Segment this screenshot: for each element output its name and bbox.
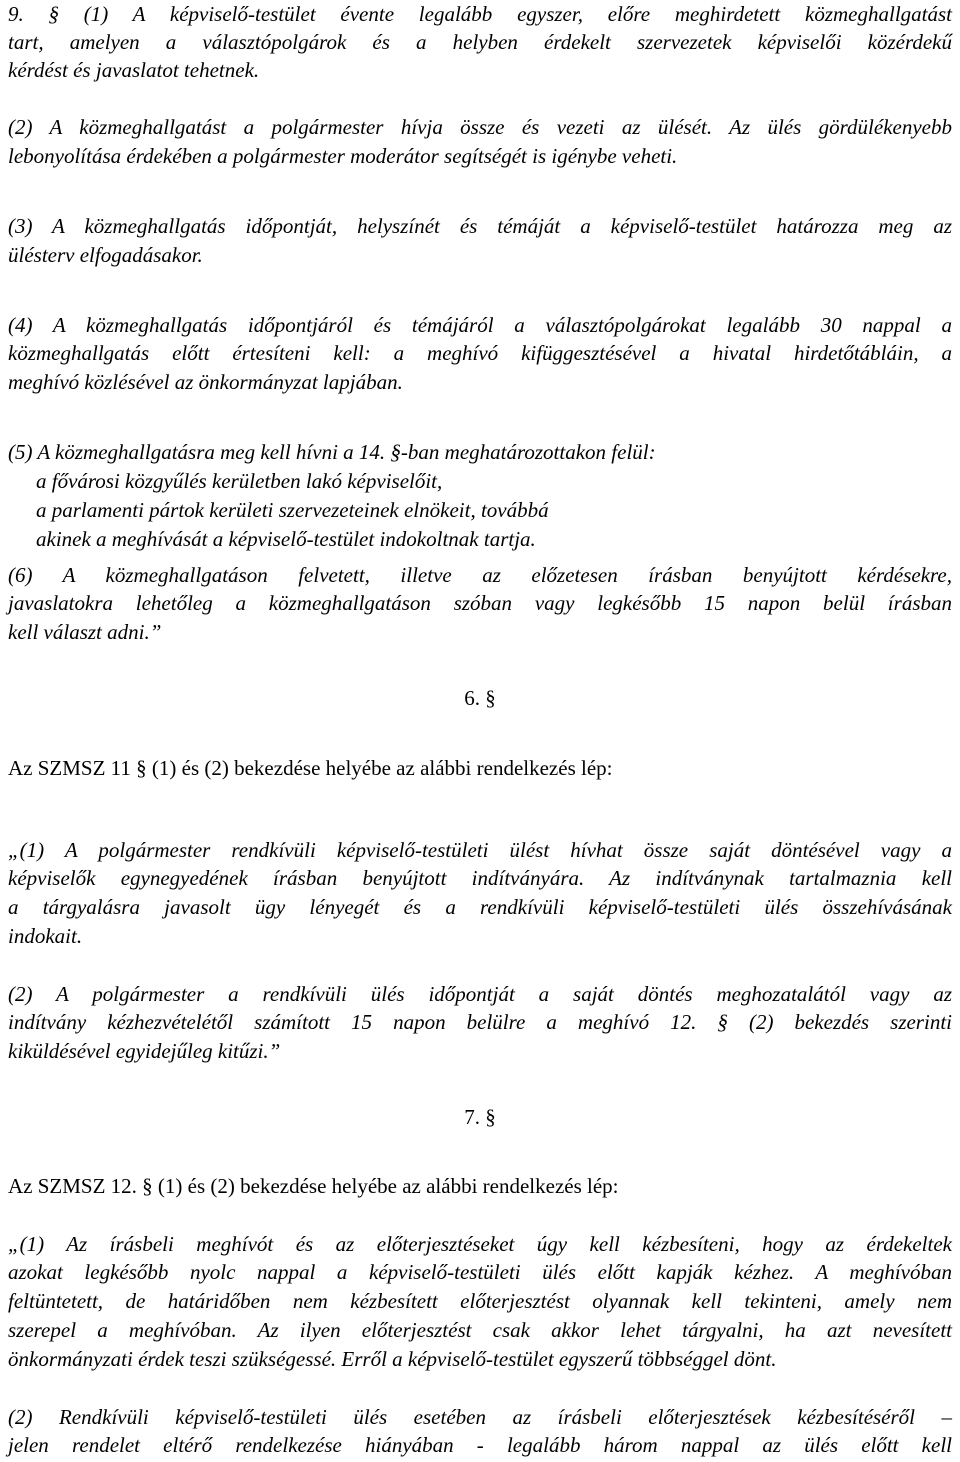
section-heading-7: 7. § — [464, 1105, 496, 1129]
s12-p1-line-2: azokat legkésőbb nyolc nappal a képviselő-testületi ülés előtt kapják kézhez. A meghívóban — [8, 1260, 952, 1284]
s11-p2-line-1: (2) A polgármester a rendkívüli ülés időpontját a saját döntés meghozatalától vagy az — [8, 982, 952, 1006]
s9-p5-line-1: (5) A közmeghallgatásra meg kell hívni a 14. §-ban meghatározottakon felül: — [8, 440, 656, 464]
amendment-intro-6: Az SZMSZ 11 § (1) és (2) bekezdése helyébe az alábbi rendelkezés lép: — [8, 756, 613, 780]
s12-p1-line-1: „(1) Az írásbeli meghívót és az előterjesztéseket úgy kell kézbesíteni, hogy az érdekeltek — [8, 1232, 952, 1256]
s11-p2-line-2: indítvány kézhezvételétől számított 15 napon belülre a meghívó 12. § (2) bekezdés szerinti — [8, 1010, 952, 1034]
s9-p5-line-4: akinek a meghívását a képviselő-testület indokoltnak tartja. — [36, 527, 536, 551]
s9-p1-line-2: tart, amelyen a választópolgárok és a helyben érdekelt szervezetek képviselői közérdekű — [8, 30, 952, 54]
s9-p5-line-3: a parlamenti pártok kerületi szervezeteinek elnökeit, továbbá — [36, 498, 549, 522]
s9-p6-line-2: javaslatokra lehetőleg a közmeghallgatáson szóban vagy legkésőbb 15 napon belül írásban — [8, 591, 952, 615]
s9-p4-line-3: meghívó közlésével az önkormányzat lapjában. — [8, 370, 403, 394]
s11-p2-line-3: kiküldésével egyidejűleg kitűzi.” — [8, 1039, 281, 1063]
s11-p1-line-2: képviselők egynegyedének írásban benyújtott indítványára. Az indítványnak tartalmaznia kell — [8, 866, 952, 890]
s12-p1-line-4: szerepel a meghívóban. Az ilyen előterjesztést csak akkor lehet tárgyalni, ha azt nevesített — [8, 1318, 952, 1342]
s9-p4-line-2: közmeghallgatás előtt értesíteni kell: a meghívó kifüggesztésével a hivatal hirdetőtábláin, a — [8, 341, 952, 365]
s12-p2-line-1: (2) Rendkívüli képviselő-testületi ülés esetében az írásbeli előterjesztések kézbesítéséről – — [8, 1405, 952, 1429]
amendment-intro-7: Az SZMSZ 12. § (1) és (2) bekezdése helyébe az alábbi rendelkezés lép: — [8, 1174, 619, 1198]
s12-p1-line-3: feltüntetett, de határidőben nem kézbesített előterjesztést olyannak kell tekinteni, amely nem — [8, 1289, 952, 1313]
s12-p1-line-5: önkormányzati érdek teszi szükségessé. Erről a képviselő-testület egyszerű többséggel dönt. — [8, 1347, 777, 1371]
s9-p2-line-2: lebonyolítása érdekében a polgármester moderátor segítségét is igénybe veheti. — [8, 144, 678, 168]
s9-p3-line-2: ülésterv elfogadásakor. — [8, 243, 203, 267]
s9-p6-line-3: kell választ adni.” — [8, 620, 162, 644]
s9-p1-line-1: 9. § (1) A képviselő-testület évente legalább egyszer, előre meghirdetett közmeghallgatást — [8, 2, 952, 26]
section-heading-6: 6. § — [464, 686, 496, 710]
s9-p1-line-3: kérdést és javaslatot tehetnek. — [8, 58, 260, 82]
s9-p5-line-2: a fővárosi közgyűlés kerületben lakó képviselőit, — [36, 469, 443, 493]
s11-p1-line-4: indokait. — [8, 924, 83, 948]
s9-p2-line-1: (2) A közmeghallgatást a polgármester hívja össze és vezeti az ülését. Az ülés gördülékenyebb — [8, 115, 952, 139]
s9-p4-line-1: (4) A közmeghallgatás időpontjáról és témájáról a választópolgárokat legalább 30 nappal a — [8, 313, 952, 337]
s12-p2-line-2: jelen rendelet eltérő rendelkezése hiányában - legalább három nappal az ülés előtt kell — [8, 1433, 952, 1457]
s11-p1-line-3: a tárgyalásra javasolt ügy lényegét és a rendkívüli képviselő-testületi ülés összehívásának — [8, 895, 952, 919]
s11-p1-line-1: „(1) A polgármester rendkívüli képviselő-testületi ülést hívhat össze saját döntésével vagy a — [8, 838, 952, 862]
s9-p3-line-1: (3) A közmeghallgatás időpontját, helyszínét és témáját a képviselő-testület határozza meg az — [8, 214, 952, 238]
s9-p6-line-1: (6) A közmeghallgatáson felvetett, illetve az előzetesen írásban benyújtott kérdésekre, — [8, 563, 952, 587]
